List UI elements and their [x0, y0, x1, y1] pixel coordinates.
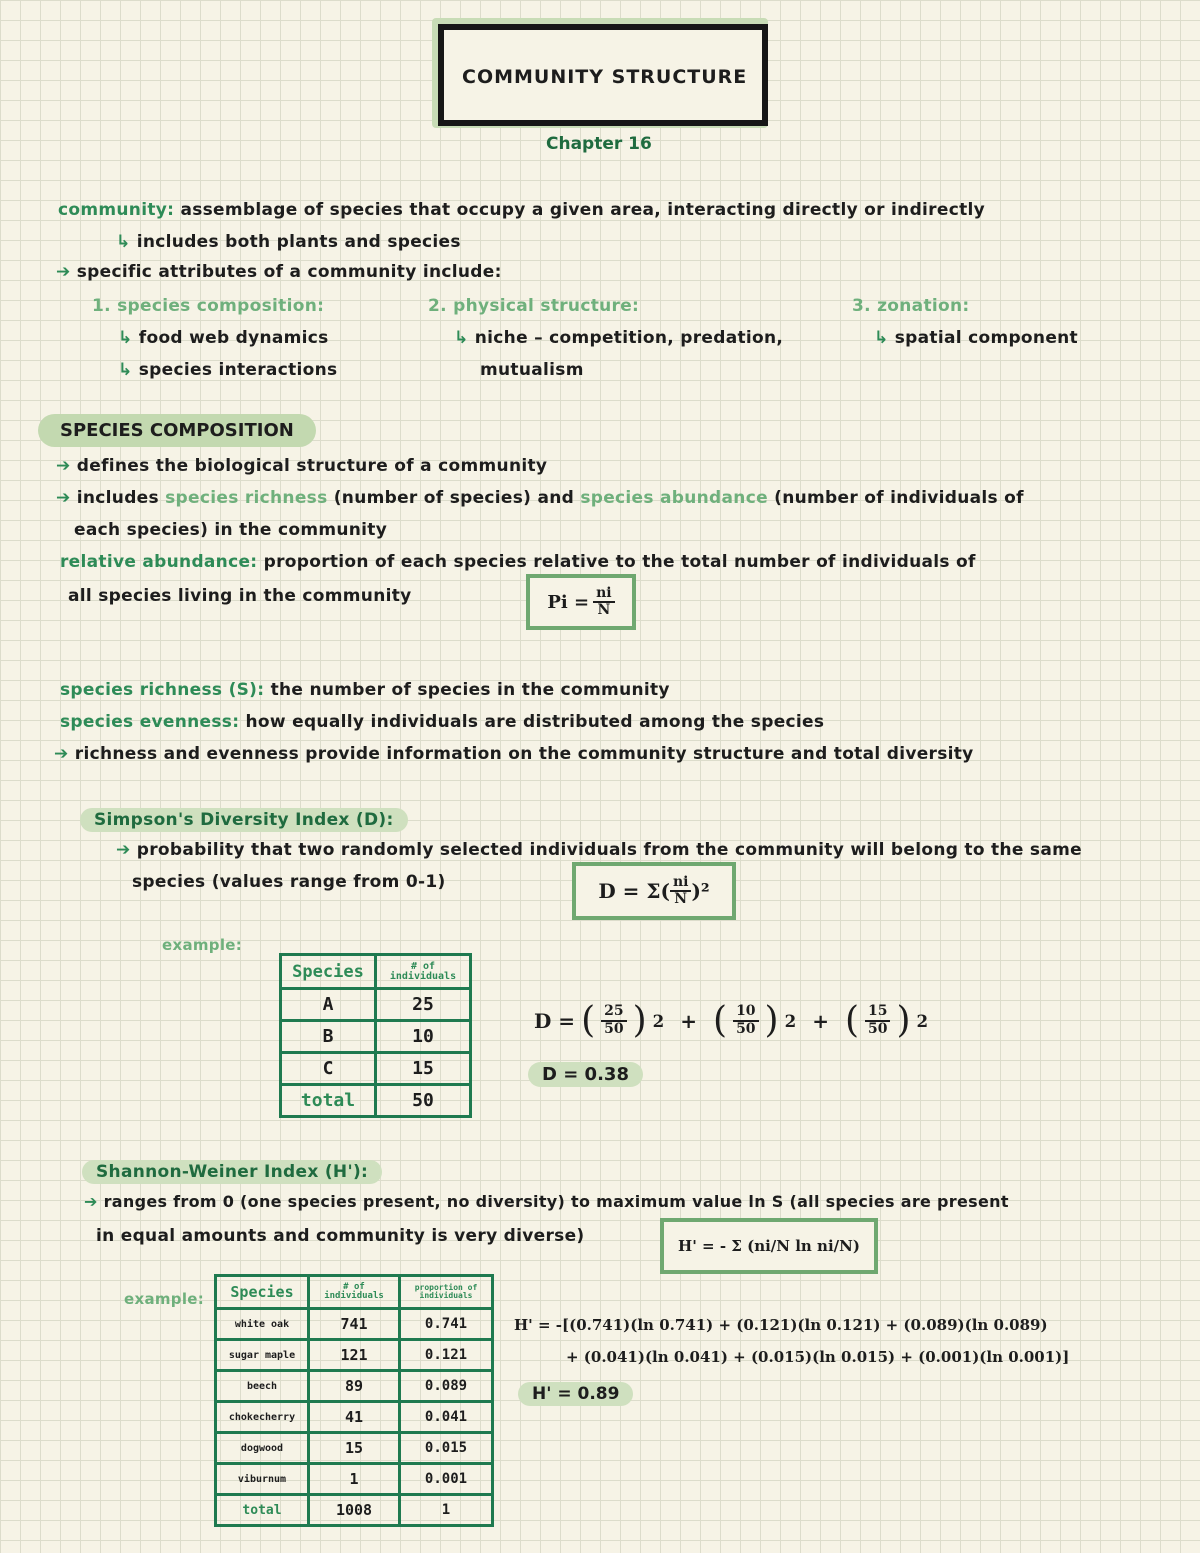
community-def: assemblage of species that occupy a given area, interacting directly or indirectly	[180, 200, 986, 220]
sc-bullet-1: ➔ defines the biological structure of a community	[56, 456, 548, 476]
table-cell: B	[281, 1021, 376, 1053]
fraction: $\frac{10}{50}$	[733, 1004, 758, 1037]
table-row	[216, 1276, 493, 1309]
table-cell: total	[216, 1495, 309, 1526]
table-cell: chokecherry	[216, 1402, 309, 1433]
sc-bullet-2-cont: each species) in the community	[74, 520, 388, 540]
table-cell: A	[281, 989, 376, 1021]
table-cell: C	[281, 1053, 376, 1085]
simpson-table	[279, 953, 472, 1118]
table-cell: 89	[309, 1371, 400, 1402]
attributes-line: ➔ specific attributes of a community include:	[56, 262, 502, 282]
richness-note: ➔ richness and evenness provide information on the community structure and total diversity	[54, 744, 974, 764]
simpson-def: ➔ probability that two randomly selected individuals from the community will belong to the same	[116, 840, 1082, 860]
attr3-title: 3. zonation:	[852, 296, 970, 316]
table-cell: 741	[309, 1309, 400, 1340]
arrow-icon: ↳	[116, 232, 131, 252]
relative-abundance-cont: all species living in the community	[68, 586, 412, 606]
attr3-a: ↳ spatial component	[874, 328, 1078, 348]
table-row	[281, 1021, 471, 1053]
simpson-result: D = 0.38	[528, 1062, 643, 1087]
table-cell: 1	[400, 1495, 493, 1526]
table-row	[281, 955, 471, 989]
table-cell: 25	[376, 989, 471, 1021]
table-header: Species	[216, 1276, 309, 1309]
shannon-def-cont: in equal amounts and community is very diverse)	[96, 1226, 585, 1246]
table-header: Species	[281, 955, 376, 989]
species-composition-heading: SPECIES COMPOSITION	[38, 414, 316, 447]
arrow-icon: ➔	[84, 1192, 98, 1211]
arrow-icon: ↳	[118, 328, 133, 348]
table-cell: 15	[376, 1053, 471, 1085]
table-cell: 0.089	[400, 1371, 493, 1402]
table-row	[216, 1309, 493, 1340]
fraction: $\frac{25}{50}$	[601, 1004, 626, 1037]
chapter-label: Chapter 16	[546, 134, 652, 154]
arrow-icon: ➔	[56, 456, 71, 476]
evenness-def: species evenness: how equally individuals are distributed among the species	[60, 712, 825, 732]
table-row	[281, 1053, 471, 1085]
table-cell: 0.121	[400, 1340, 493, 1371]
arrow-icon: ➔	[54, 744, 69, 764]
table-cell: 0.001	[400, 1464, 493, 1495]
arrow-icon: ↳	[454, 328, 469, 348]
table-header: # of individuals	[376, 955, 471, 989]
attr1-b: ↳ species interactions	[118, 360, 338, 380]
richness-def: species richness (S): the number of species in the community	[60, 680, 670, 700]
table-cell: beech	[216, 1371, 309, 1402]
community-sub: ↳ includes both plants and species	[116, 232, 461, 252]
shannon-heading: Shannon-Weiner Index (H'):	[82, 1160, 382, 1184]
shannon-table	[214, 1274, 494, 1527]
attr2-b: mutualism	[480, 360, 584, 380]
table-cell: 1	[309, 1464, 400, 1495]
sc-bullet-2: ➔ includes species richness (number of species) and species abundance (number of individuals of	[56, 488, 1024, 508]
attr2-title: 2. physical structure:	[428, 296, 640, 316]
table-row	[281, 989, 471, 1021]
shannon-example-label: example:	[124, 1290, 205, 1308]
table-row	[216, 1433, 493, 1464]
shannon-calc-line2: + (0.041)(ln 0.041) + (0.015)(ln 0.015) + (0.001)(ln 0.001)]	[566, 1348, 1070, 1366]
community-term: community:	[58, 200, 175, 220]
community-definition	[58, 200, 985, 220]
relative-abundance-def: relative abundance: proportion of each species relative to the total number of individuals of	[60, 552, 976, 572]
table-row	[216, 1340, 493, 1371]
table-cell: 0.741	[400, 1309, 493, 1340]
shannon-formula: H' = - Σ (ni/N ln ni/N)	[660, 1218, 878, 1274]
table-cell: dogwood	[216, 1433, 309, 1464]
arrow-icon: ↳	[118, 360, 133, 380]
attr1-title: 1. species composition:	[92, 296, 325, 316]
fraction: $\frac{15}{50}$	[865, 1004, 890, 1037]
table-cell: sugar maple	[216, 1340, 309, 1371]
table-row	[216, 1495, 493, 1526]
table-cell: 50	[376, 1085, 471, 1117]
arrow-icon: ➔	[56, 488, 71, 508]
attr2-a: ↳ niche – competition, predation,	[454, 328, 784, 348]
simpson-formula: D = Σ( $\frac{ni}{N}$ )²	[572, 862, 736, 920]
table-cell: 0.015	[400, 1433, 493, 1464]
fraction: $\frac{ni}{N}$	[593, 586, 615, 619]
table-row	[216, 1402, 493, 1433]
table-cell: 0.041	[400, 1402, 493, 1433]
shannon-calc-line1: H' = -[(0.741)(ln 0.741) + (0.121)(ln 0.121) + (0.089)(ln 0.089)	[514, 1316, 1048, 1334]
arrow-icon: ➔	[116, 840, 131, 860]
table-row	[281, 1085, 471, 1117]
table-cell: 1008	[309, 1495, 400, 1526]
table-cell: total	[281, 1085, 376, 1117]
simpson-example-label: example:	[162, 936, 243, 954]
arrow-icon: ➔	[56, 262, 71, 282]
attr1-a: ↳ food web dynamics	[118, 328, 329, 348]
table-cell: 10	[376, 1021, 471, 1053]
fraction: $\frac{ni}{N}$	[670, 875, 692, 908]
relative-abundance-formula: Pi = $\frac{ni}{N}$	[526, 574, 636, 630]
table-header: proportion of individuals	[400, 1276, 493, 1309]
table-cell: 15	[309, 1433, 400, 1464]
table-cell: viburnum	[216, 1464, 309, 1495]
table-header: # of individuals	[309, 1276, 400, 1309]
table-cell: 41	[309, 1402, 400, 1433]
table-row	[216, 1371, 493, 1402]
arrow-icon: ↳	[874, 328, 889, 348]
simpson-heading: Simpson's Diversity Index (D):	[80, 808, 408, 832]
table-cell: white oak	[216, 1309, 309, 1340]
table-row	[216, 1464, 493, 1495]
table-cell: 121	[309, 1340, 400, 1371]
simpson-calculation: D = ( $\frac{25}{50}$ ) 2 + ( $\frac{10}{50}$ ) 2 + ( $\frac{15}{50}$ ) 2	[534, 1000, 929, 1041]
simpson-def-cont: species (values range from 0-1)	[132, 872, 446, 892]
shannon-def: ➔ ranges from 0 (one species present, no diversity) to maximum value ln S (all species are present	[84, 1192, 1009, 1211]
page-title: COMMUNITY STRUCTURE	[462, 66, 748, 88]
shannon-result: H' = 0.89	[518, 1382, 633, 1406]
